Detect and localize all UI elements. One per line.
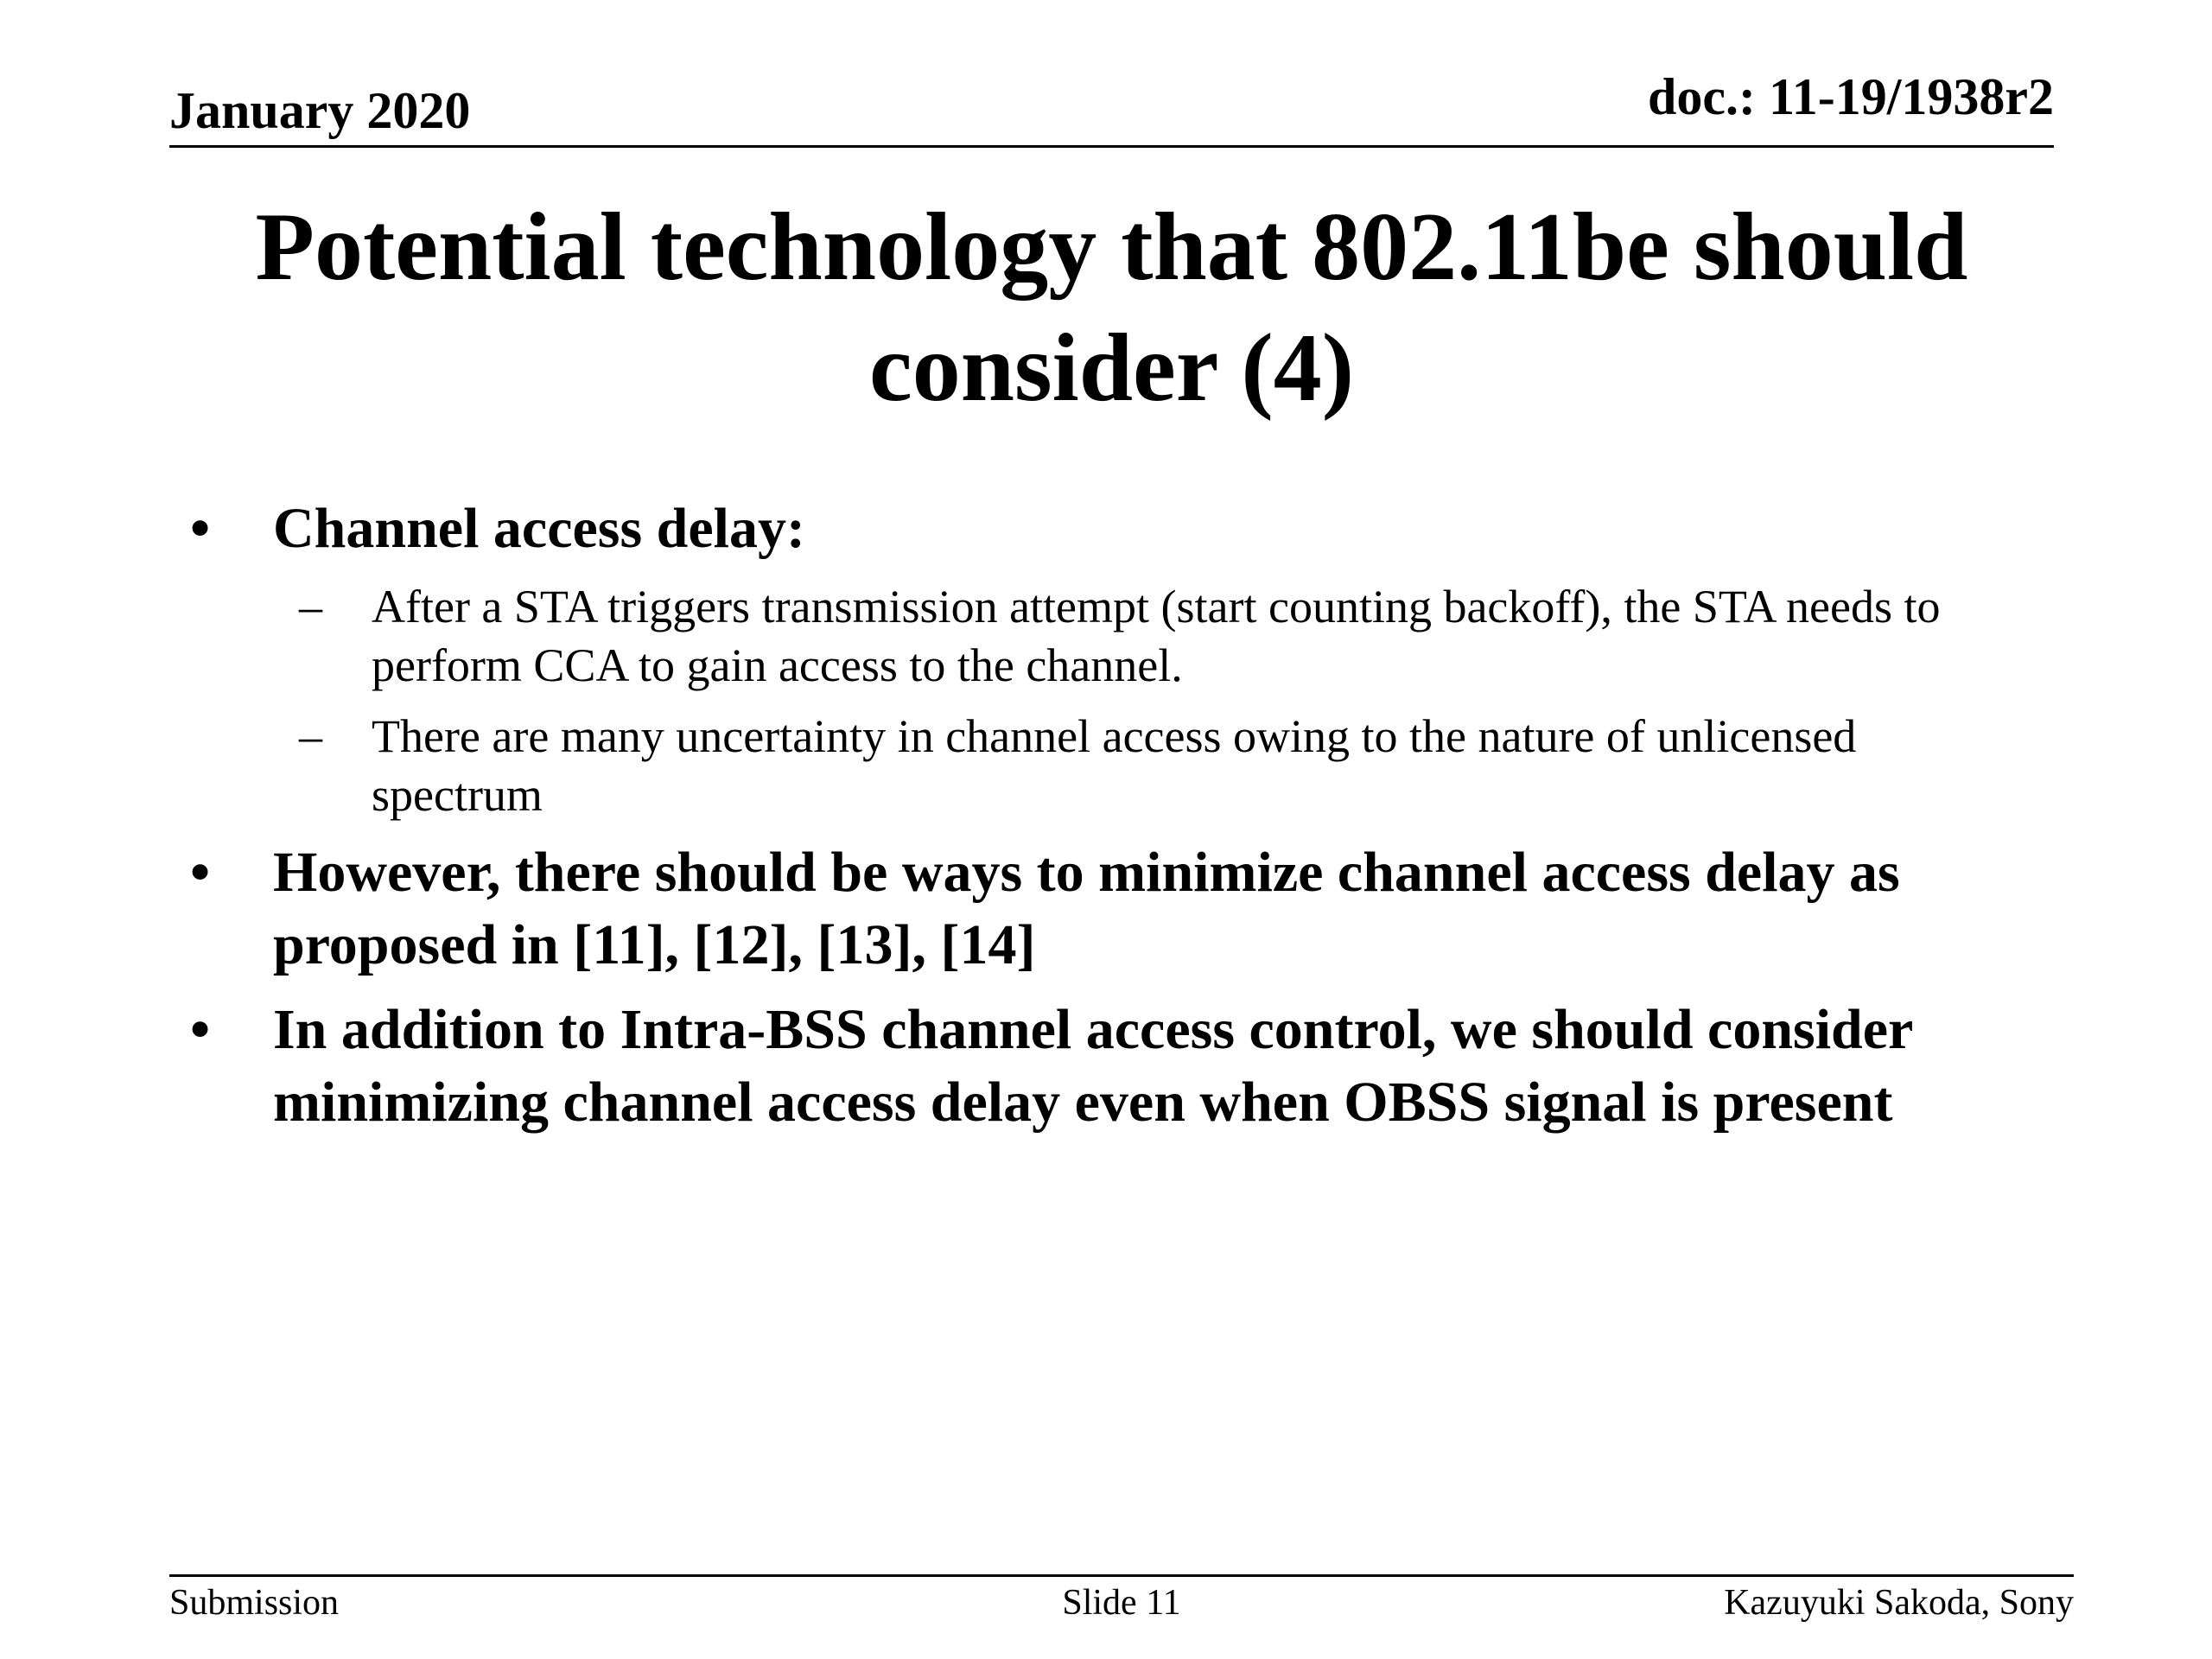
bullet-text: In addition to Intra-BSS channel access control, we should consider minimizing channel access delay even when OBSS signal is present — [273, 998, 1913, 1134]
sub-bullet-item — [169, 707, 1984, 824]
header-date: January 2020 — [169, 82, 471, 139]
header-rule — [169, 145, 2054, 148]
slide-title-line-2: consider (4) — [869, 315, 1354, 422]
bullet-item — [169, 994, 2070, 1139]
bullet-item — [169, 836, 2070, 982]
slide-title — [169, 187, 2054, 429]
bullet-marker: • — [190, 998, 211, 1061]
sub-bullet-marker: – — [299, 710, 322, 762]
bullet-marker: • — [190, 497, 211, 560]
bullet-marker: • — [190, 841, 211, 904]
slide-title-line-1: Potential technology that 802.11be should — [255, 194, 1968, 301]
footer-slide-number: Slide 11 — [1062, 1583, 1181, 1623]
sub-bullet-marker: – — [299, 581, 322, 632]
footer-submission: Submission — [169, 1583, 340, 1623]
bullet-item — [169, 493, 2070, 565]
sub-bullet-item — [169, 577, 1984, 695]
bullet-text: Channel access delay: — [273, 497, 805, 560]
sub-bullet-group — [169, 577, 2070, 824]
header-doc-id: doc.: 11-19/1938r2 — [1648, 68, 2054, 125]
sub-bullet-text: After a STA triggers transmission attempt (start counting backoff), the STA needs to perform CCA to gain access to the channel. — [372, 581, 1941, 691]
footer-author: Kazuyuki Sakoda, Sony — [1724, 1583, 2074, 1623]
bullet-text: However, there should be ways to minimize channel access delay as proposed in [11], [12], [13], [14] — [273, 841, 1900, 976]
sub-bullet-text: There are many uncertainty in channel access owing to the nature of unlicensed spectrum — [372, 710, 1857, 821]
footer-rule — [169, 1574, 2074, 1577]
slide-content — [169, 493, 2070, 1151]
